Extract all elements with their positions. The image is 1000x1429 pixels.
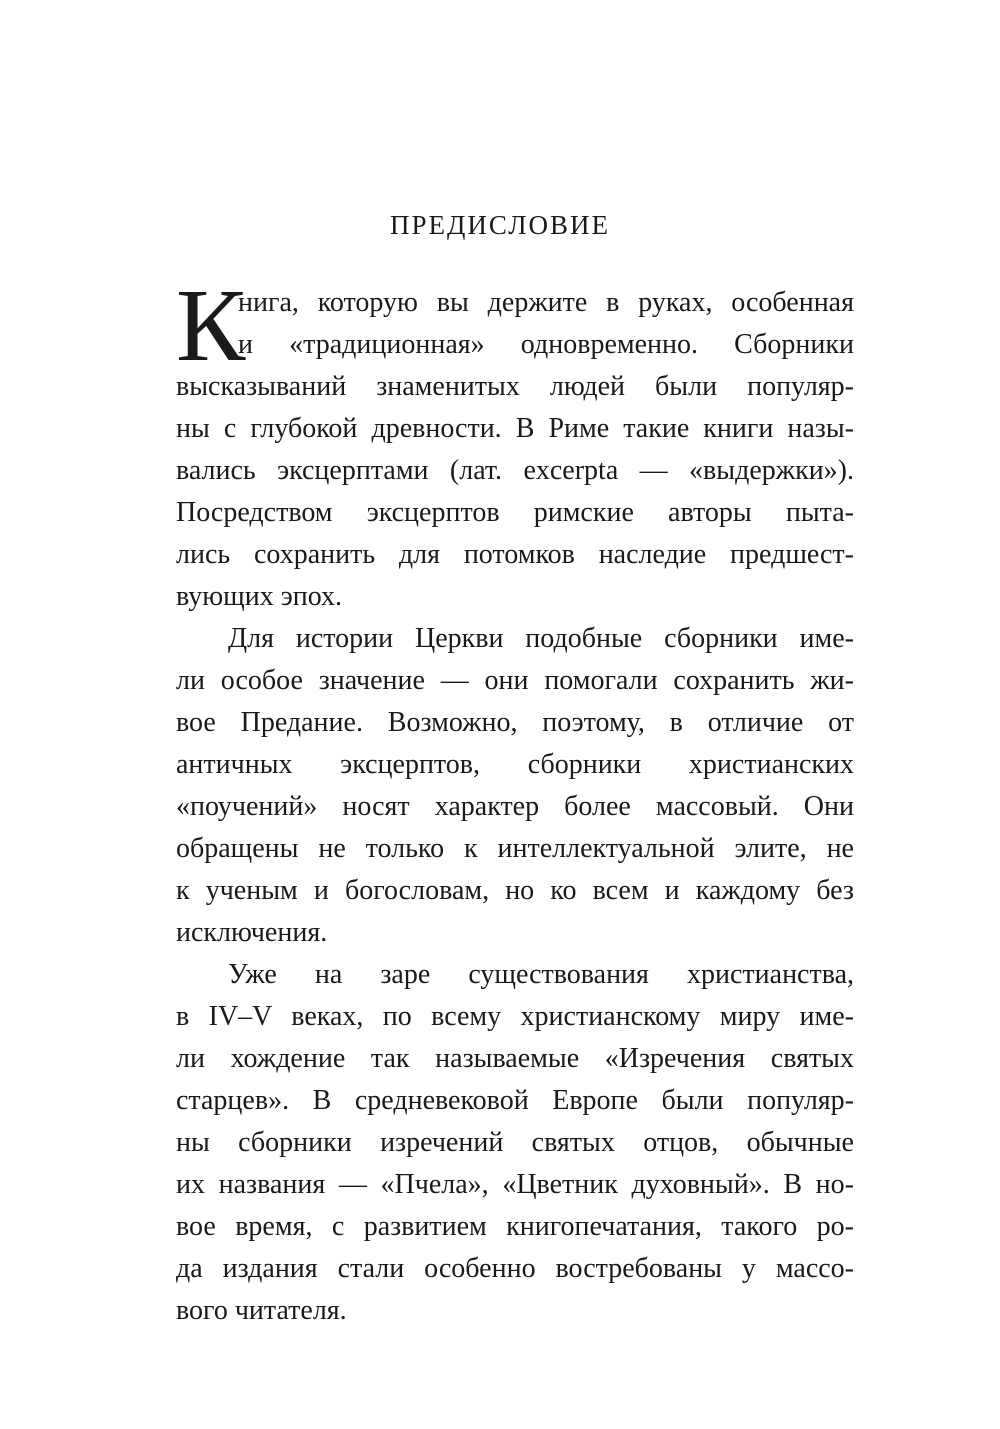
- text-line: вого читателя.: [176, 1295, 347, 1326]
- text-line: вое Предание. Возможно, поэтому, в отличие от: [176, 707, 854, 738]
- text-line: в IV–V веках, по всему христианскому миру име-: [176, 1001, 854, 1032]
- text-line: да издания стали особенно востребованы у массо-: [176, 1253, 854, 1284]
- text-line: ли особое значение — они помогали сохранить жи-: [176, 665, 854, 696]
- text-line: ны с глубокой древности. В Риме такие книги назы-: [176, 413, 854, 444]
- text-line: «поучений» носят характер более массовый. Они: [176, 791, 854, 822]
- text-line: Уже на заре существования христианства,: [228, 959, 854, 990]
- text-line: лись сохранить для потомков наследие предшест-: [176, 539, 854, 570]
- text-line: нига, которую вы держите в руках, особенная: [238, 287, 854, 318]
- text-line: высказываний знаменитых людей были популяр-: [176, 371, 854, 402]
- text-line: античных эксцерптов, сборники христианских: [176, 749, 854, 780]
- chapter-heading: ПРЕДИСЛОВИЕ: [389, 210, 611, 240]
- text-line: исключения.: [176, 917, 328, 948]
- text-line: и «традиционная» одновременно. Сборники: [238, 329, 854, 360]
- text-line: Для истории Церкви подобные сборники име-: [228, 623, 854, 654]
- text-line: их названия — «Пчела», «Цветник духовный». В но-: [176, 1169, 854, 1200]
- drop-cap: К: [176, 268, 246, 383]
- text-line: ли хождение так называемые «Изречения святых: [176, 1043, 854, 1074]
- text-line: Посредством эксцерптов римские авторы пыта-: [176, 497, 854, 528]
- text-line: вое время, с развитием книгопечатания, такого ро-: [176, 1211, 854, 1242]
- body-text: [176, 268, 854, 1332]
- text-line: к ученым и богословам, но ко всем и каждому без: [176, 875, 854, 906]
- text-line: вующих эпох.: [176, 581, 343, 612]
- text-line: вались эксцерптами (лат. excerpta — «выдержки»).: [176, 455, 854, 486]
- text-line: обращены не только к интеллектуальной элите, не: [176, 833, 854, 864]
- text-line: ны сборники изречений святых отцов, обычные: [176, 1127, 854, 1158]
- text-line: старцев». В средневековой Европе были популяр-: [176, 1085, 854, 1116]
